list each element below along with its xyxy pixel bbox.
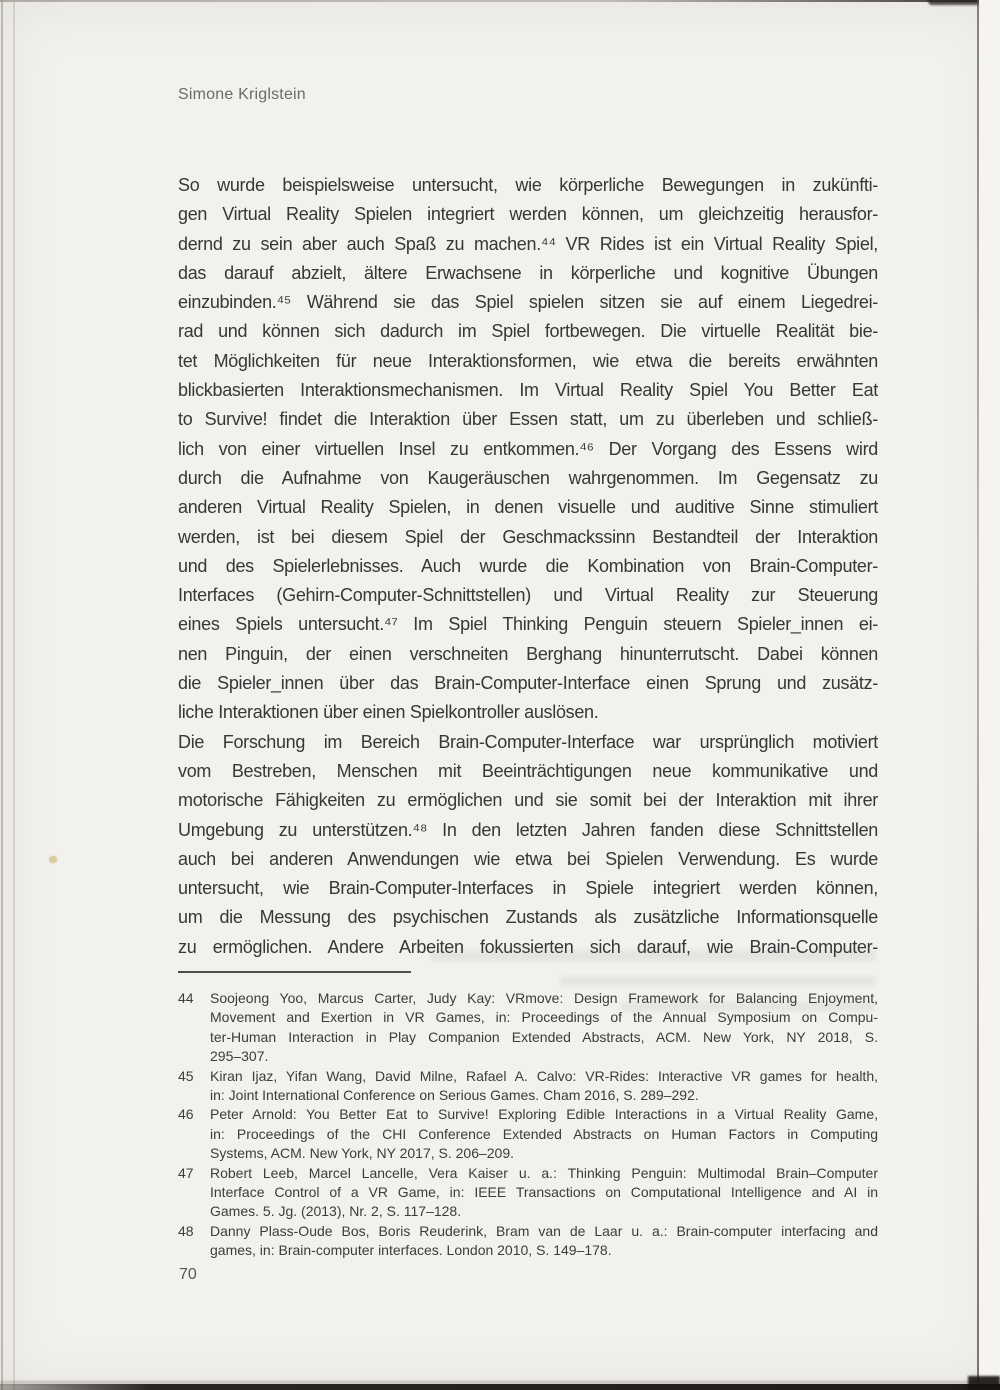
scan-left-edge-line-inner [13,0,15,1390]
body-paragraph-2-line: Die Forschung im Bereich Brain-Computer-Interface war ursprünglich motiviert [178,731,878,752]
footnote-44 [178,989,878,1067]
body-paragraph-1-line: to Survive! findet die Interaktion über Essen statt, um zu überleben und schließ- [178,409,878,430]
footnote-line: Games. 5. Jg. (2013), Nr. 2, S. 117–128. [210,1203,462,1220]
scan-top-right-smudge [928,0,1000,5]
footnote-number: 44 [178,990,194,1006]
scan-bottom-edge [0,1384,1000,1390]
body-paragraph-1-line: dernd zu sein aber auch Spaß zu machen.⁴⁴ VR Rides ist ein Virtual Reality Spiel, [178,233,878,254]
footnote-separator-rule [178,971,411,973]
body-paragraph-1-line: gen Virtual Reality Spielen integriert werden können, um gleichzeitig herausfor- [178,204,878,225]
footnote-45 [178,1067,878,1106]
footnote-text [210,1067,878,1106]
running-head-author: Simone Kriglstein [178,86,306,103]
paper-stain [49,856,57,863]
body-paragraph-1-line: lich von einer virtuellen Insel zu entkommen.⁴⁶ Der Vorgang des Essens wird [178,438,878,459]
body-paragraph-2-line: untersucht, wie Brain-Computer-Interfaces in Spiele integriert werden können, [178,878,878,899]
footnote-text [210,1105,878,1163]
footnote-47 [178,1164,878,1222]
body-paragraph-1-line: nen Pinguin, der einen verschneiten Berghang hinunterrutscht. Dabei können [178,643,878,664]
footnote-48 [178,1222,878,1261]
footnote-line: Systems, ACM. New York, NY 2017, S. 206–209. [210,1145,515,1162]
footnote-line: Interface Control of a VR Game, in: IEEE Transactions on Computational Intelligence and AI in [210,1183,878,1200]
footnote-46 [178,1105,878,1163]
scan-left-edge-line [1,0,3,1390]
body-text-block [178,171,878,962]
scan-right-page-edge [979,0,1000,1390]
footnote-line: 295–307. [210,1048,269,1065]
scan-crease-line [977,0,979,1390]
body-paragraph-1-line: das darauf abzielt, ältere Erwachsene in körperliche und kognitive Übungen [178,262,878,283]
footnote-number: 48 [178,1222,194,1239]
footnotes-block [178,989,878,1260]
body-paragraph-1-line: durch die Aufnahme von Kaugeräuschen wahrgenommen. Im Gegensatz zu [178,467,878,488]
footnote-line: ter-Human Interaction in Play Companion Extended Abstracts, ACM. New York, NY 2018, S. [210,1028,878,1045]
body-paragraph-1-line: So wurde beispielsweise untersucht, wie körperliche Bewegungen in zukünfti- [178,175,878,195]
body-paragraph-1-line: und des Spielerlebnisses. Auch wurde die Kombination von Brain-Computer- [178,555,878,576]
footnote-line: Robert Leeb, Marcel Lancelle, Vera Kaiser u. a.: Thinking Penguin: Multimodal Brain–Computer [210,1164,878,1181]
footnote-line: in: Proceedings of the CHI Conference Extended Abstracts on Human Factors in Computing [210,1125,878,1142]
body-paragraph-1-line: einzubinden.⁴⁵ Während sie das Spiel spielen sitzen sie auf einem Liegedrei- [178,292,878,313]
footnote-line: games, in: Brain-computer interfaces. London 2010, S. 149–178. [210,1242,612,1259]
footnote-text [210,1164,878,1222]
footnote-line: Kiran Ijaz, Yifan Wang, David Milne, Rafael A. Calvo: VR-Rides: Interactive VR games for health, [210,1067,878,1084]
footnote-number: 45 [178,1067,194,1084]
body-paragraph-1-line: blickbasierten Interaktionsmechanismen. Im Virtual Reality Spiel You Better Eat [178,380,878,401]
scan-bottom-right-corner [968,1376,1000,1390]
body-paragraph-1-line: liche Interaktionen über einen Spielkontroller auslösen. [178,702,599,723]
body-paragraph-2-line: auch bei anderen Anwendungen wie etwa bei Spielen Verwendung. Es wurde [178,848,878,869]
body-paragraph-2-line: um die Messung des psychischen Zustands als zusätzliche Informationsquelle [178,907,878,928]
body-paragraph-1-line: anderen Virtual Reality Spielen, in denen visuelle und auditive Sinne stimuliert [178,497,878,518]
body-paragraph-1-line: rad und können sich dadurch im Spiel fortbewegen. Die virtuelle Realität bie- [178,321,878,342]
footnote-number: 46 [178,1106,194,1123]
body-paragraph-1-line: werden, ist bei diesem Spiel der Geschmackssinn Bestandteil der Interaktion [178,526,878,547]
footnote-line: Peter Arnold: You Better Eat to Survive! Exploring Edible Interactions in a Virtual Reality Game, [210,1106,878,1123]
body-paragraph-2-line: motorische Fähigkeiten zu ermöglichen und sie somit bei der Interaktion mit ihrer [178,790,878,811]
footnote-text [210,1222,878,1261]
body-paragraph-1-line: eines Spiels untersucht.⁴⁷ Im Spiel Thinking Penguin steuern Spieler_innen ei- [178,614,878,635]
ink-bleed-through-artifact [560,976,875,986]
footnote-line: Soojeong Yoo, Marcus Carter, Judy Kay: VRmove: Design Framework for Balancing Enjoyment, [210,990,878,1006]
body-paragraph-2-line: zu ermöglichen. Andere Arbeiten fokussierten sich darauf, wie Brain-Computer- [178,936,878,957]
footnote-line: Movement and Exertion in VR Games, in: Proceedings of the Annual Symposium on Compu- [210,1009,878,1026]
body-paragraph-1-line: Interfaces (Gehirn-Computer-Schnittstellen) und Virtual Reality zur Steuerung [178,585,878,606]
scan-bottom-shadow [0,1381,1000,1384]
page-number: 70 [179,1266,197,1283]
scan-top-edge [0,0,1000,2]
footnote-line: Danny Plass-Oude Bos, Boris Reuderink, Bram van de Laar u. a.: Brain-computer interfacing and [210,1222,878,1239]
body-paragraph-1-line: tet Möglichkeiten für neue Interaktionsformen, wie etwa die bereits erwähnten [178,350,878,371]
footnote-text [210,989,878,1067]
body-paragraph-1-line: die Spieler_innen über das Brain-Computer-Interface einen Sprung und zusätz- [178,673,878,694]
body-paragraph-2-line: Umgebung zu unterstützen.⁴⁸ In den letzten Jahren fanden diese Schnittstellen [178,819,878,840]
footnote-line: in: Joint International Conference on Serious Games. Cham 2016, S. 289–292. [210,1086,699,1103]
body-paragraph-2-line: vom Bestreben, Menschen mit Beeinträchtigungen neue kommunikative und [178,760,878,781]
footnote-number: 47 [178,1164,194,1181]
